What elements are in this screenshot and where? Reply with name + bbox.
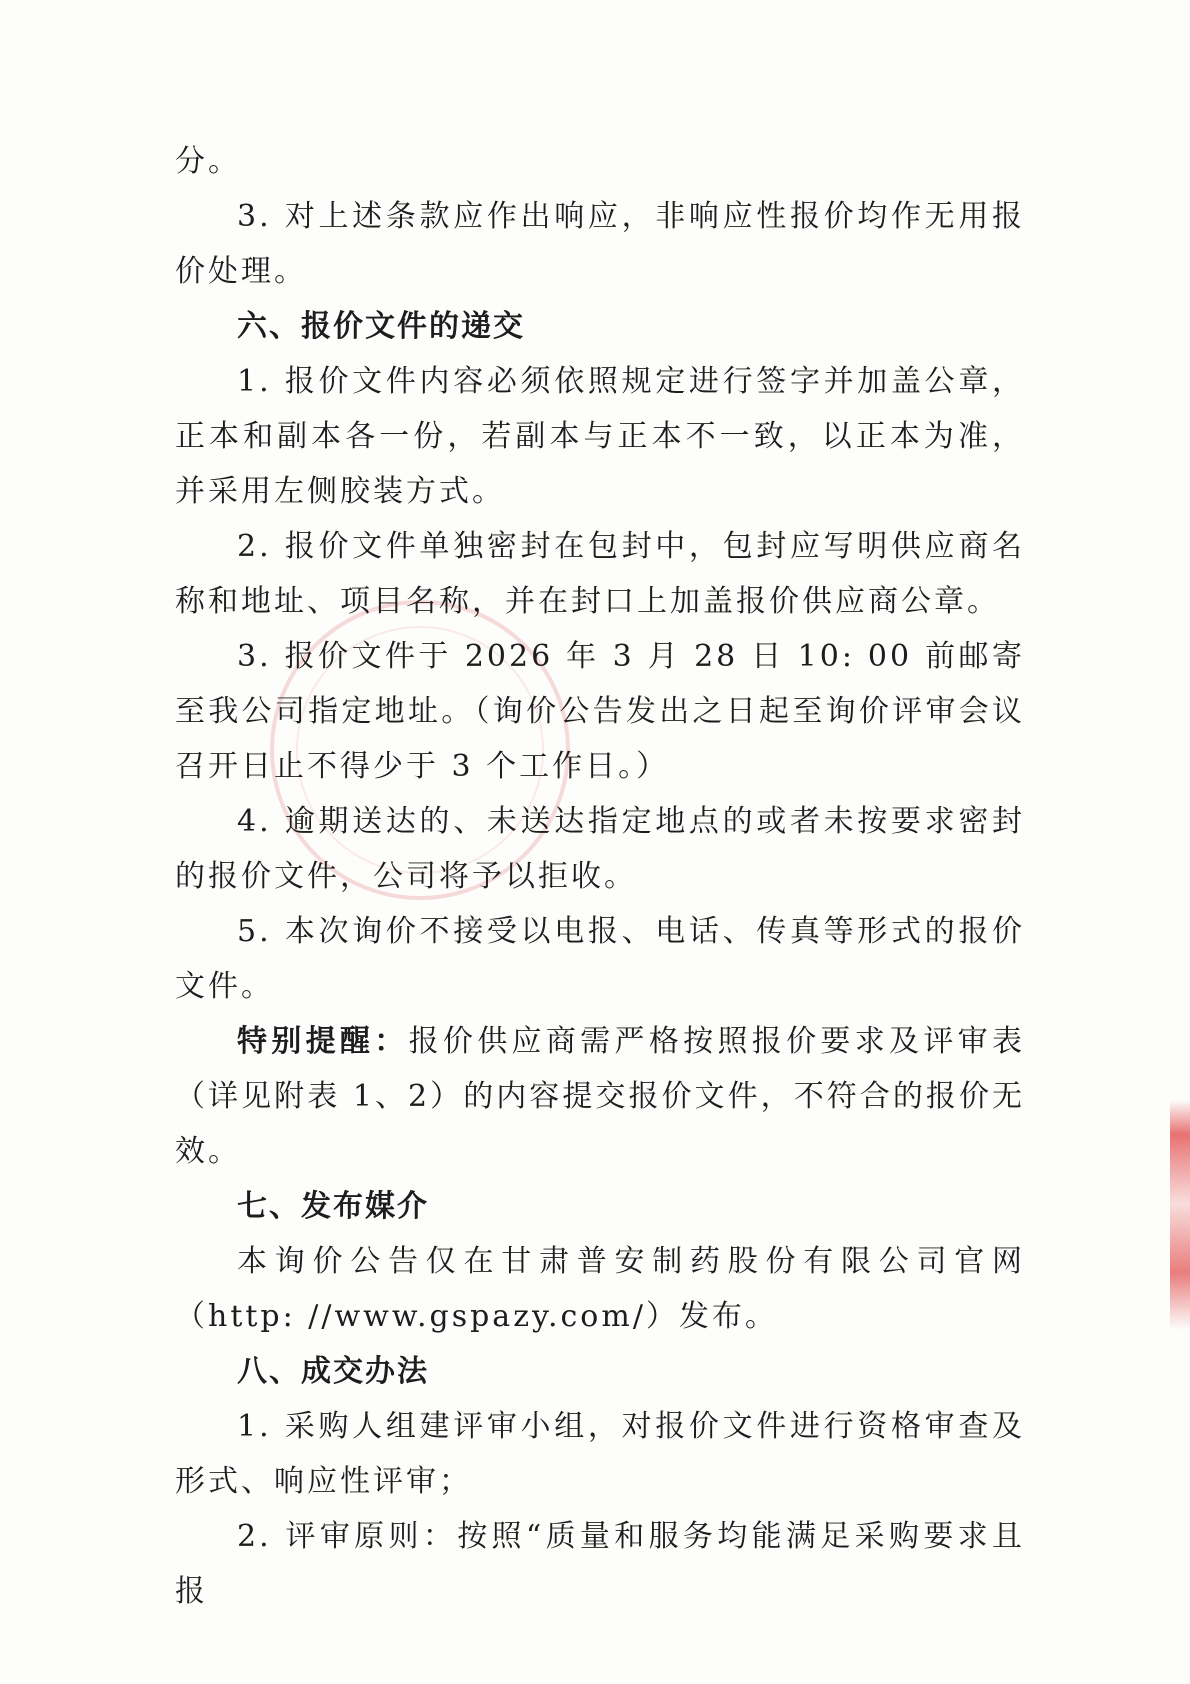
special-reminder-text: 报价供应商需严格按照报价要求及评审表（详见附表 1、2）的内容提交报价文件，不符合的报价无效。 bbox=[175, 1024, 1026, 1169]
paragraph-6-2: 2. 报价文件单独密封在包封中，包封应写明供应商名称和地址、项目名称，并在封口上加盖报价供应商公章。 bbox=[175, 529, 1025, 619]
paragraph-6-3: 3. 报价文件于 2026 年 3 月 28 日 10: 00 前邮寄至我公司指定地址。（询价公告发出之日起至询价评审会议召开日止不得少于 3 个工作日。） bbox=[175, 639, 1025, 784]
paragraph-8-2: 2. 评审原则：按照“质量和服务均能满足采购要求且报 bbox=[175, 1519, 1025, 1609]
section-heading-8: 八、成交办法 bbox=[237, 1354, 429, 1389]
paragraph-fragment: 分。 bbox=[175, 144, 241, 179]
paragraph-6-1: 1. 报价文件内容必须依照规定进行签字并加盖公章，正本和副本各一份，若副本与正本不一致，以正本为准，并采用左侧胶装方式。 bbox=[175, 364, 1025, 509]
edge-seal-mark bbox=[1170, 1100, 1190, 1330]
section-heading-7: 七、发布媒介 bbox=[237, 1189, 429, 1224]
special-reminder-paragraph bbox=[175, 1014, 1025, 1179]
document-body bbox=[175, 134, 1025, 1619]
paragraph-7-media: 本询价公告仅在甘肃普安制药股份有限公司官网（http: //www.gspazy.com/）发布。 bbox=[175, 1244, 1025, 1334]
section-heading-6: 六、报价文件的递交 bbox=[237, 309, 525, 344]
paragraph-6-4: 4. 逾期送达的、未送达指定地点的或者未按要求密封的报价文件，公司将予以拒收。 bbox=[175, 804, 1025, 894]
paragraph-6-5: 5. 本次询价不接受以电报、电话、传真等形式的报价文件。 bbox=[175, 914, 1025, 1004]
paragraph-8-1: 1. 采购人组建评审小组，对报价文件进行资格审查及形式、响应性评审； bbox=[175, 1409, 1025, 1499]
paragraph-response-clause: 3. 对上述条款应作出响应，非响应性报价均作无用报价处理。 bbox=[175, 199, 1025, 289]
special-reminder-label: 特别提醒： bbox=[237, 1024, 409, 1059]
